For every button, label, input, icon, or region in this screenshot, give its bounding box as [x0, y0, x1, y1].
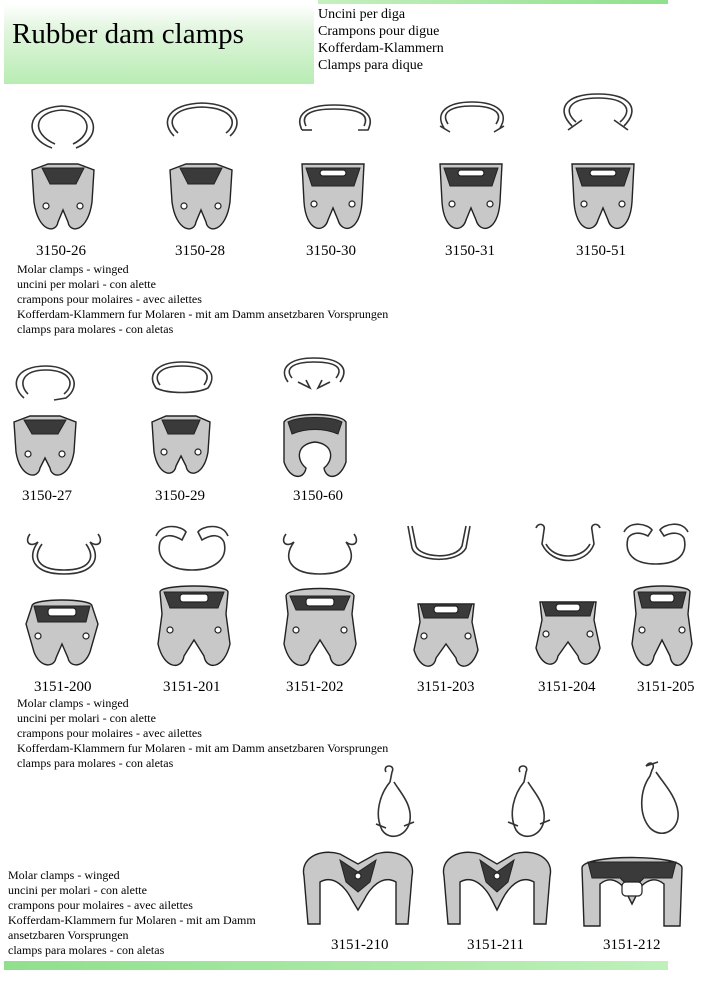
footer-accent-bar: [4, 961, 668, 970]
description-line: crampons pour molaires - avec ailettes: [17, 292, 202, 306]
clamp-jaw-illustration: [280, 410, 350, 486]
description-line: Kofferdam-Klammern fur Molaren - mit am Damm: [8, 913, 256, 927]
clamp-jaw-illustration: [440, 846, 554, 932]
description-line: crampons pour molaires - avec ailettes: [17, 726, 202, 740]
description-line: uncini per molari - con alette: [8, 883, 147, 897]
clamp-jaw-illustration: [166, 162, 236, 240]
description-line: clamps para molares - con aletas: [8, 943, 165, 957]
description-line: Kofferdam-Klammern fur Molaren - mit am Damm ansetzbaren Vorsprungen: [17, 741, 389, 755]
page-title: Rubber dam clamps: [12, 18, 244, 50]
clamp-bow-illustration: [292, 100, 377, 145]
product-code: 3151-212: [603, 937, 661, 953]
clamp-description: [17, 696, 388, 771]
clamp-jaw-illustration: [410, 598, 482, 678]
clamp-bow-illustration: [10, 362, 80, 404]
clamp-jaw-illustration: [300, 846, 416, 932]
description-line: Kofferdam-Klammern fur Molaren - mit am Damm ansetzbaren Vorsprungen: [17, 307, 389, 321]
clamp-jaw-illustration: [28, 162, 98, 240]
title-translations: [318, 6, 444, 74]
clamp-jaw-illustration: [298, 158, 368, 240]
clamp-bow-illustration: [402, 522, 474, 572]
product-code: 3150-60: [293, 488, 343, 504]
product-code: 3150-26: [36, 243, 86, 259]
description-line: uncini per molari - con alette: [17, 277, 156, 291]
clamp-bow-illustration: [152, 522, 232, 574]
description-line: Molar clamps - winged: [17, 696, 129, 710]
clamp-jaw-illustration: [436, 158, 506, 240]
product-code: 3151-202: [286, 679, 344, 695]
description-line: crampons pour molaires - avec ailettes: [8, 898, 193, 912]
clamp-jaw-illustration: [148, 414, 214, 484]
product-code: 3151-210: [331, 937, 389, 953]
clamp-bow-illustration: [160, 98, 245, 148]
product-code: 3151-204: [538, 679, 596, 695]
translation-french: Crampons pour digue: [318, 24, 440, 39]
product-code: 3151-205: [637, 679, 695, 695]
description-line: uncini per molari - con alette: [17, 711, 156, 725]
product-code: 3151-203: [417, 679, 475, 695]
clamp-bow-illustration: [280, 528, 360, 580]
clamp-jaw-illustration: [154, 584, 234, 678]
clamp-jaw-illustration: [22, 596, 102, 678]
clamp-bow-illustration: [432, 98, 512, 143]
clamp-bow-illustration: [532, 520, 604, 572]
clamp-jaw-illustration: [10, 414, 80, 486]
clamp-bow-illustration: [636, 760, 686, 840]
product-code: 3150-51: [576, 243, 626, 259]
clamp-bow-illustration: [502, 764, 552, 844]
description-line: clamps para molares - con aletas: [17, 322, 174, 336]
translation-italian: Uncini per diga: [318, 7, 406, 22]
product-code: 3150-30: [306, 243, 356, 259]
clamp-description: [8, 868, 256, 958]
description-line: ansetzbaren Vorsprungen: [8, 928, 129, 942]
clamp-bow-illustration: [278, 356, 350, 396]
product-code: 3150-29: [155, 488, 205, 504]
product-code: 3150-28: [175, 243, 225, 259]
product-code: 3151-211: [467, 937, 524, 953]
clamp-jaw-illustration: [568, 158, 638, 240]
clamp-bow-illustration: [620, 520, 692, 570]
clamp-bow-illustration: [24, 528, 104, 580]
description-line: clamps para molares - con aletas: [17, 756, 174, 770]
product-code: 3151-200: [34, 679, 92, 695]
description-line: Molar clamps - winged: [17, 262, 129, 276]
clamp-bow-illustration: [24, 100, 104, 155]
clamp-jaw-illustration: [532, 596, 604, 676]
clamp-bow-illustration: [556, 90, 641, 140]
clamp-jaw-illustration: [578, 850, 686, 932]
header-accent-bar: [318, 0, 668, 4]
clamp-bow-illustration: [368, 764, 418, 844]
clamp-bow-illustration: [146, 358, 218, 398]
translation-german: Kofferdam-Klammern: [318, 41, 444, 56]
description-line: Molar clamps - winged: [8, 868, 120, 882]
product-code: 3151-201: [163, 679, 221, 695]
clamp-description: [17, 262, 388, 337]
product-code: 3150-31: [445, 243, 495, 259]
product-code: 3150-27: [22, 488, 72, 504]
clamp-jaw-illustration: [280, 586, 360, 678]
clamp-jaw-illustration: [628, 584, 696, 676]
translation-spanish: Clamps para dique: [318, 58, 423, 73]
